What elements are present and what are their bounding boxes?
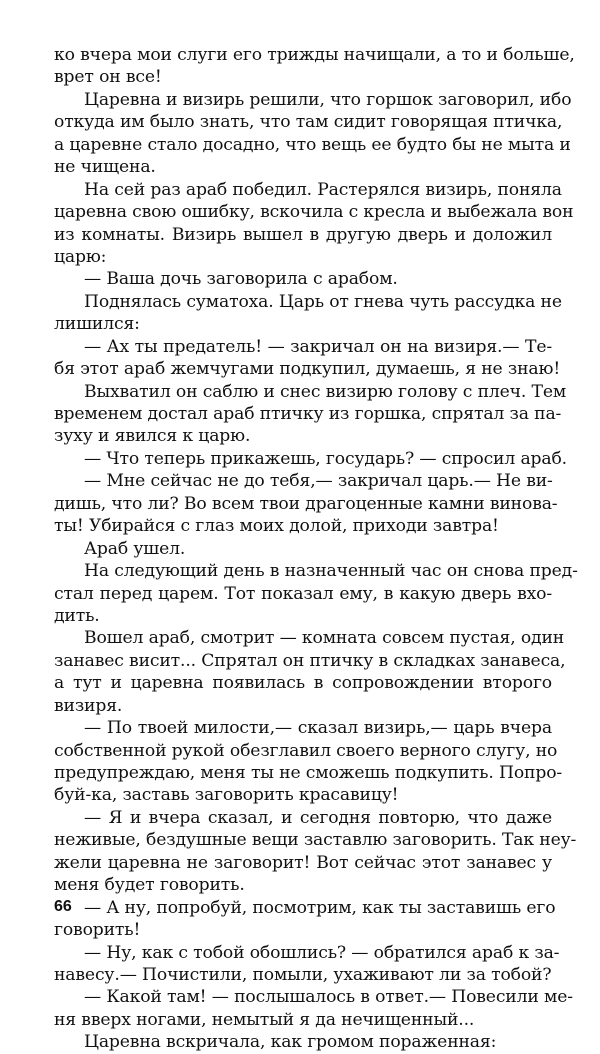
text-line: ко вчера мои слуги его трижды начищали, а то и больше,	[54, 45, 575, 65]
text-line: бя этот араб жемчугами подкупил, думаешь, я не знаю!	[54, 359, 561, 380]
text-line: откуда им было знать, что там сидит говорящая птичка,	[54, 112, 563, 133]
text-line: врет он все!	[54, 67, 162, 88]
text-line: На следующий день в назначенный час он снова пред-	[84, 561, 578, 582]
page-number: 66	[54, 898, 72, 915]
text-line: из комнаты. Визирь вышел в другую дверь и доложил	[54, 224, 552, 245]
text-line: собственной рукой обезглавил своего верного слугу, но	[54, 740, 558, 761]
text-line: Вошел араб, смотрит — комната совсем пустая, один	[84, 628, 565, 649]
text-line: — Что теперь прикажешь, государь? — спросил араб.	[84, 448, 567, 469]
text-line: — Ваша дочь заговорила с арабом.	[84, 269, 398, 290]
text-line: царевна свою ошибку, вскочила с кресла и выбежала вон	[54, 202, 574, 223]
text-line: Выхватил он саблю и снес визирю голову с плеч. Тем	[84, 381, 567, 402]
text-line: говорить!	[54, 920, 141, 941]
text-line: лишился:	[54, 314, 140, 335]
text-line: зуху и явился к царю.	[54, 426, 251, 447]
text-line: ня вверх ногами, немытый я да нечищенный...	[54, 1009, 475, 1030]
text-line: навесу.— Почистили, помыли, ухаживают ли за тобой?	[54, 964, 552, 985]
text-line: жели царевна не заговорит! Вот сейчас этот занавес у	[54, 852, 552, 873]
text-line: буй-ка, заставь заговорить красавицу!	[54, 785, 399, 806]
body-text	[54, 44, 578, 1054]
text-line: — Мне сейчас не до тебя,— закричал царь.— Не ви-	[84, 471, 553, 492]
text-line: стал перед царем. Тот показал ему, в какую дверь вхо-	[54, 583, 552, 604]
text-line: предупреждаю, меня ты не сможешь подкупить. Попро-	[54, 763, 563, 783]
text-line: ты! Убирайся с глаз моих долой, приходи завтра!	[54, 516, 499, 537]
text-line: — Какой там! — послышалось в ответ.— Повесили ме-	[84, 987, 573, 1008]
text-line: Царевна вскричала, как громом пораженная:	[84, 1032, 497, 1053]
text-line: неживые, бездушные вещи заставлю заговорить. Так неу-	[54, 830, 577, 851]
text-line: — Я и вчера сказал, и сегодня повторю, что даже	[84, 807, 552, 828]
text-line: Араб ушел.	[84, 538, 186, 559]
text-line: визиря.	[54, 695, 123, 716]
text-line: На сей раз араб победил. Растерялся визирь, поняла	[84, 179, 562, 200]
text-line: меня будет говорить.	[54, 875, 245, 896]
text-line: — По твоей милости,— сказал визирь,— царь вчера	[84, 718, 552, 739]
text-line: дишь, что ли? Во всем твои драгоценные камни винова-	[54, 493, 558, 514]
text-line: занавес висит... Спрятал он птичку в складках занавеса,	[54, 650, 566, 671]
text-line: — А ну, попробуй, посмотрим, как ты заставишь его	[84, 897, 556, 918]
text-line: Поднялась суматоха. Царь от гнева чуть рассудка не	[84, 291, 562, 312]
text-line: а царевне стало досадно, что вещь ее будто бы не мыта и	[54, 134, 571, 155]
text-line: Царевна и визирь решили, что горшок заговорил, ибо	[84, 89, 572, 110]
text-line: — Ну, как с тобой обошлись? — обратился араб к за-	[84, 942, 560, 963]
text-line: дить.	[54, 605, 100, 626]
text-line: а тут и царевна появилась в сопровождении второго	[54, 673, 552, 694]
text-line: не чищена.	[54, 157, 156, 178]
text-line: временем достал араб птичку из горшка, спрятал за па-	[54, 404, 562, 424]
text-line: царю:	[54, 246, 107, 267]
text-line: — Ах ты предатель! — закричал он на визиря.— Те-	[84, 336, 552, 357]
